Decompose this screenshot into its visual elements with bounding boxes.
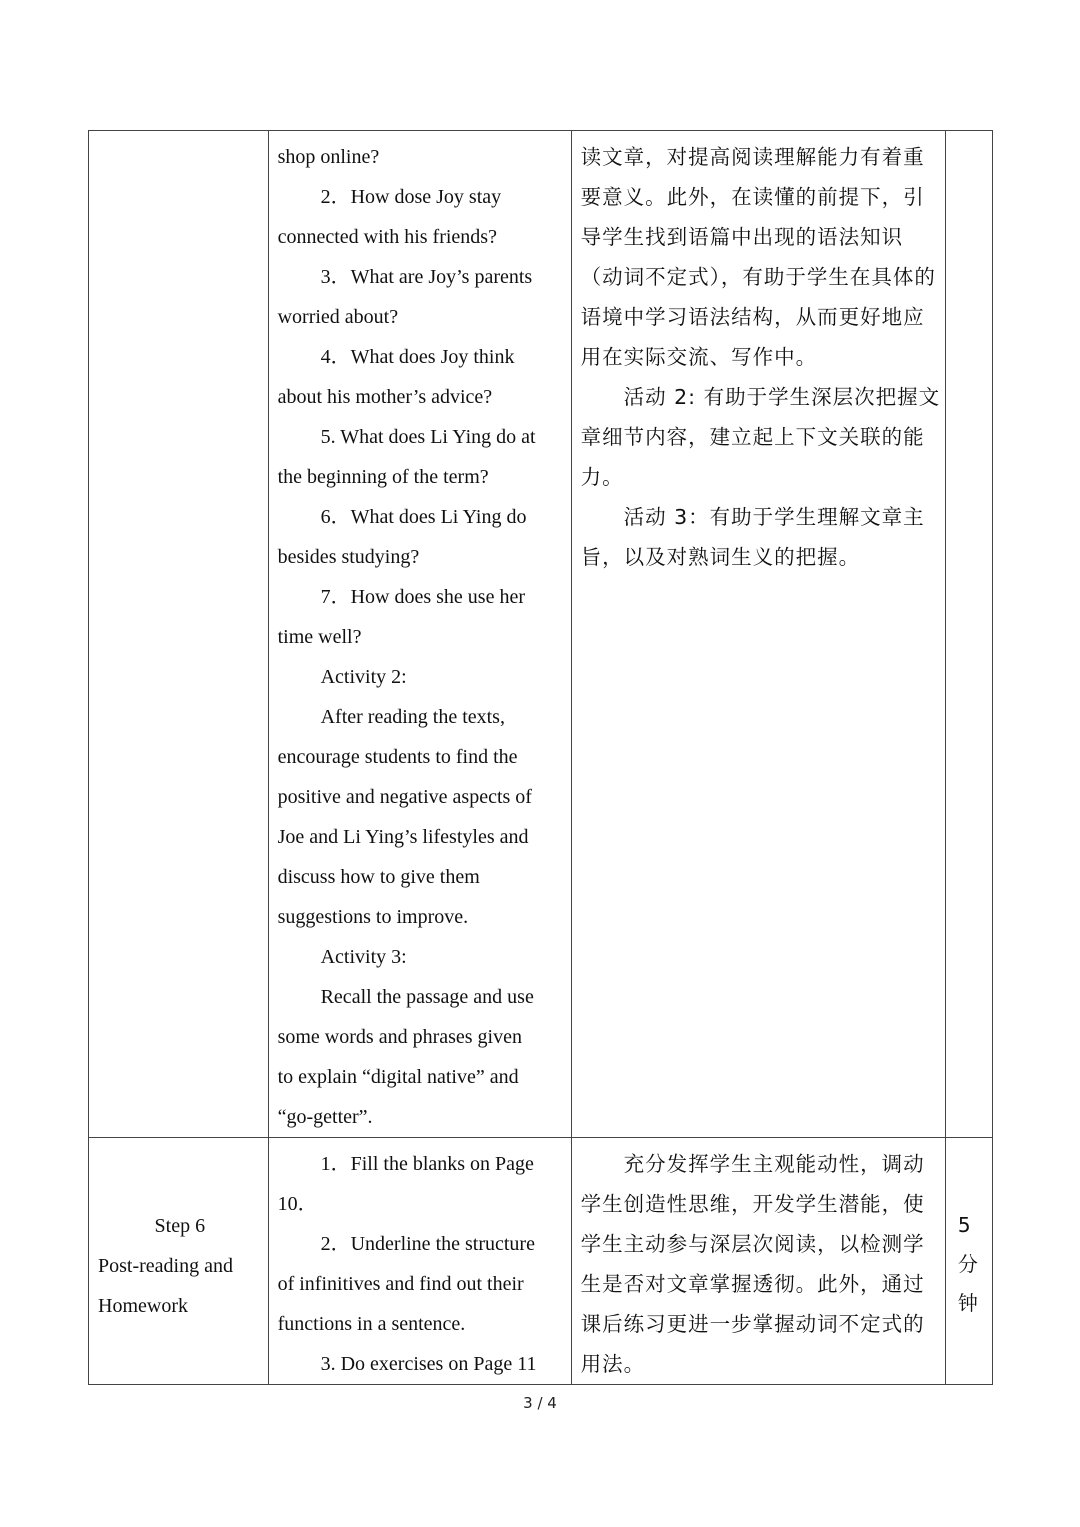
activity-text-line: functions in a sentence. [277,1313,466,1335]
activity-text-line: about his mother’s advice? [277,386,493,408]
lesson-plan-table [88,130,993,1385]
activity-text-line: 6．What does Li Ying do [320,506,527,528]
activity-text-line: discuss how to give them [277,866,480,888]
purpose-text-line: 课后练习更进一步掌握动词不定式的 [580,1312,925,1336]
step-title-line: Post-reading and [98,1255,233,1277]
purpose-text-line: 用在实际交流、写作中。 [580,345,818,369]
activity-text-line: time well? [277,626,362,648]
purpose-text-line: 活动 2: 有助于学生深层次把握文 [623,385,941,409]
purpose-text-line: 活动 3：有助于学生理解文章主 [623,505,925,529]
purpose-text-line: 学生主动参与深层次阅读，以检测学 [580,1232,925,1256]
activity-text-line: to explain “digital native” and [277,1066,519,1088]
activity-text-line: encourage students to find the [277,746,518,768]
activity-text-line: After reading the texts, [320,706,505,728]
activity-text-line: worried about? [277,306,399,328]
step-cell [89,131,269,1138]
purpose-text-line: 章细节内容，建立起上下文关联的能 [580,425,925,449]
time-text-line: 5 [957,1213,971,1237]
activity-text-line: 4．What does Joy think [320,346,515,368]
purpose-cell [571,131,945,1138]
activity-text-line: 3. Do exercises on Page 11 [320,1353,537,1375]
step-title-line: Homework [98,1295,188,1317]
activity-text-line: shop online? [277,146,380,168]
activity-text-line: Recall the passage and use [320,986,534,1008]
time-cell [945,131,992,1138]
time-text-line: 分 [957,1252,978,1276]
purpose-text-line: 学生创造性思维，开发学生潜能，使 [580,1192,925,1216]
purpose-text-line: 读文章，对提高阅读理解能力有着重 [580,145,925,169]
purpose-text-line: 用法。 [580,1352,646,1376]
activity-text-line: positive and negative aspects of [277,786,532,808]
activity-cell [268,131,571,1138]
time-cell [945,1138,992,1385]
page-number: 3 / 4 [523,1394,557,1412]
time-text-line: 钟 [957,1291,978,1315]
purpose-text-line: 语境中学习语法结构，从而更好地应 [580,305,925,329]
purpose-text-line: （动词不定式），有助于学生在具体的 [580,265,936,289]
purpose-text-line: 充分发挥学生主观能动性，调动 [623,1152,925,1176]
activity-text-line: connected with his friends? [277,226,497,248]
purpose-text-line: 要意义。此外，在读懂的前提下，引 [580,185,925,209]
table-row [89,1138,993,1385]
purpose-text-line: 生是否对文章掌握透彻。此外，通过 [580,1272,925,1296]
activity-cell [268,1138,571,1385]
purpose-cell [571,1138,945,1385]
activity-text-line: “go-getter”. [277,1106,373,1128]
step-title-line: Step 6 [154,1215,206,1237]
activity-text-line: Joe and Li Ying’s lifestyles and [277,826,529,848]
activity-text-line: 2．Underline the structure [320,1233,535,1255]
activity-text-line: some words and phrases given [277,1026,522,1048]
table-row [89,131,993,1138]
activity-text-line: 1．Fill the blanks on Page [320,1153,534,1175]
purpose-text-line: 导学生找到语篇中出现的语法知识 [580,225,904,249]
activity-text-line: 7．How does she use her [320,586,525,608]
activity-text-line: 5. What does Li Ying do at [320,426,536,448]
activity-text-line: 10． [277,1193,318,1215]
step-cell [89,1138,269,1385]
activity-text-line: 2．How dose Joy stay [320,186,502,208]
activity-text-line: 3．What are Joy’s parents [320,266,533,288]
purpose-text-line: 力。 [580,465,624,489]
activity-text-line: suggestions to improve. [277,906,469,928]
activity-text-line: Activity 3: [320,946,407,968]
activity-text-line: Activity 2: [320,666,407,688]
activity-text-line: the beginning of the term? [277,466,489,488]
activity-text-line: besides studying? [277,546,420,568]
activity-text-line: of infinitives and find out their [277,1273,524,1295]
purpose-text-line: 旨，以及对熟词生义的把握。 [580,545,861,569]
